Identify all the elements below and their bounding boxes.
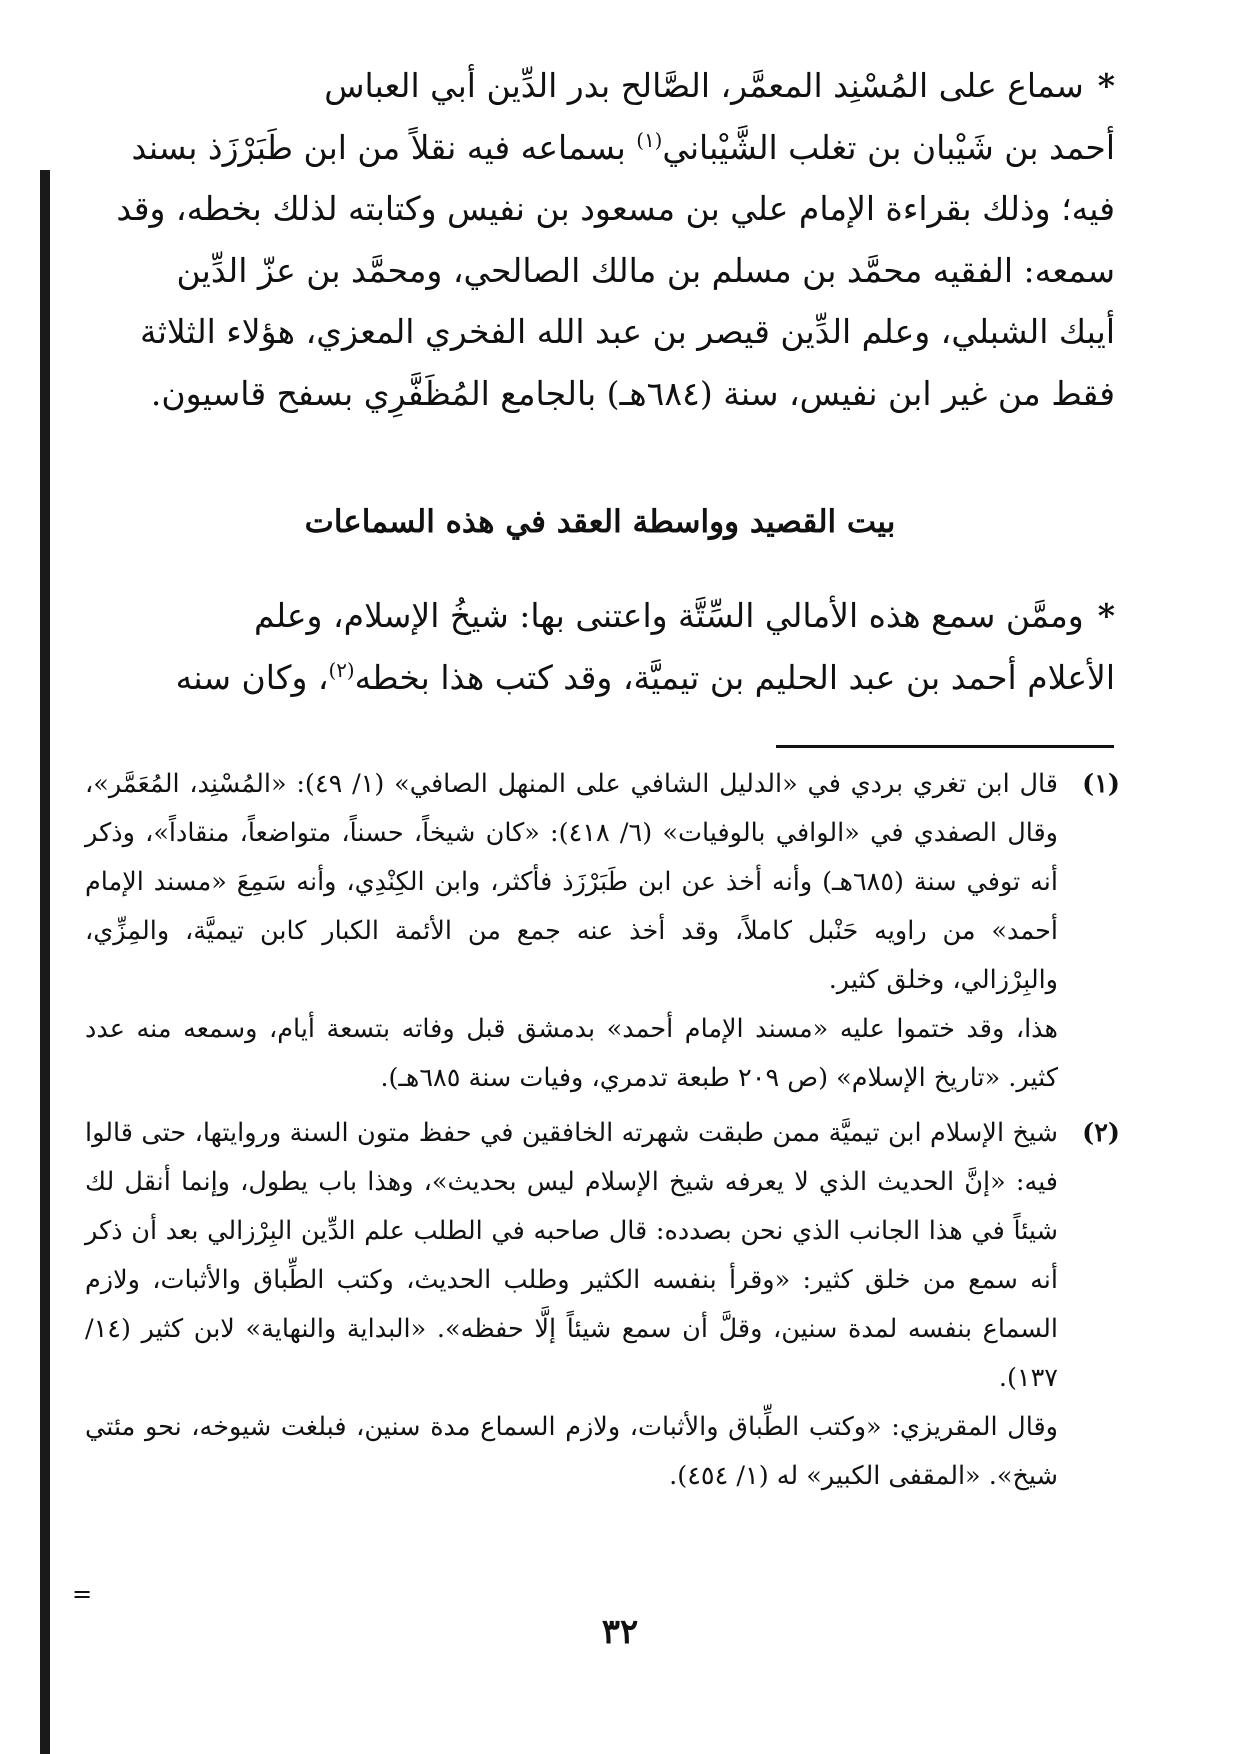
second-paragraph — [85, 585, 1115, 709]
main-paragraph — [85, 55, 1115, 424]
star-bullet: * — [1097, 596, 1115, 635]
section-heading: بيت القصيد وواسطة العقد في هذه السماعات — [304, 504, 896, 540]
footnote-2-text-continued: وقال المقريزي: «وكتب الطِّباق والأثبات، ولازم السماع مدة سنين، فبلغت شيوخه، نحو مئتي شيخ». «المقفى الكبير» له (١/ ٤٥٤). — [85, 1412, 1058, 1491]
para2-line-2: الأعلام أحمد بن عبد الحليم بن تيميَّة، وقد كتب هذا بخطه$^{(٢)}$، وكان سنه — [175, 658, 1115, 697]
main-line-3: فيه؛ وذلك بقراءة الإمام علي بن مسعود بن نفيس وكتابته لذلك بخطه، وقد — [116, 189, 1115, 228]
main-line-1: *سماع على المُسْنِد المعمَّر، الصَّالح بدر الدِّين أبي العباس — [324, 66, 1115, 105]
main-line-4: سمعه: الفقيه محمَّد بن مسلم بن مالك الصالحي، ومحمَّد بن عزّ الدِّين — [176, 250, 1115, 290]
para2-line-1: *وممَّن سمع هذه الأمالي السِّتَّة واعتنى بها: شيخُ الإسلام، وعلم — [253, 596, 1115, 635]
footnote-1-text: قال ابن تغري بردي في «الدليل الشافي على المنهل الصافي» (١/ ٤٩): «المُسْنِد، المُعَمَّر»، وقال الصفدي في «الوافي بالوفيات» (٦/ ٤١٨): «كان شيخاً، حسناً، متواضعاً، منقاداً»، وذكر أنه توفي سنة (٦٨٥هـ) وأنه أخذ عن ابن طَبَرْزَذ فأكثر، وابن الكِنْدِي، وأنه سَمِعَ «مسند الإمام أحمد» من راويه حَنْبل كاملاً، وقد أخذ عنه جمع من الأئمة الكبار كابن تيميَّة، والمِزِّي، والبِرْزالي، وخلق كثير. — [85, 769, 1058, 995]
footnote-1-text-continued: هذا، وقد ختموا عليه «مسند الإمام أحمد» بدمشق قبل وفاته بتسعة أيام، وسمعه منه عدد كثير. «تاريخ الإسلام» (ص ٢٠٩ طبعة تدمري، وفيات سنة ٦٨٥هـ). — [85, 1014, 1058, 1093]
footnote-ref-1[interactable]: (١) — [636, 128, 663, 152]
footnote-number: (١) — [1082, 769, 1120, 799]
page-number: ٣٢ — [601, 1612, 639, 1652]
footnotes — [85, 760, 1120, 1501]
footnote-number: (٢) — [1082, 1118, 1120, 1148]
footnote-2-text: شيخ الإسلام ابن تيميَّة ممن طبقت شهرته الخافقين في حفظ متون السنة وروايتها، حتى قالوا فيه: «إنَّ الحديث الذي لا يعرفه شيخ الإسلام ليس بحديث»، وهذا باب يطول، وإنما أنقل لك شيئاً في هذا الجانب الذي نحن بصدده: قال صاحبه في الطلب علم الدِّين البِرْزالي بعد أن ذكر أنه سمع من خلق كثير: «وقرأ بنفسه الكثير وطلب الحديث، وكتب الطِّباق والأثبات، ولازم السماع بنفسه لمدة سنين، وقلَّ أن سمع شيئاً إلَّا حفظه». «البداية والنهاية» لابن كثير (١٤/ ١٣٧). — [85, 1118, 1058, 1393]
footnote-ref-2[interactable]: (٢) — [328, 659, 355, 682]
star-bullet: * — [1097, 66, 1115, 105]
main-line-6: فقط من غير ابن نفيس، سنة (٦٨٤هـ) بالجامع المُظَفَّرِي بسفح قاسيون. — [150, 373, 1115, 413]
footnote-separator — [776, 745, 1114, 748]
main-line-5: أيبك الشبلي، وعلم الدِّين قيصر بن عبد الله الفخري المعزي، هؤلاء الثلاثة — [140, 312, 1115, 351]
main-line-2: أحمد بن شَيْبان بن تغلب الشَّيْباني$^{(١)}$ بسماعه فيه نقلاً من ابن طَبَرْزَذ بسند — [131, 127, 1115, 167]
continuation-mark: = — [72, 1580, 93, 1608]
page-edge-shadow — [40, 170, 50, 1754]
footnote-1 — [85, 760, 1120, 1103]
footnote-2 — [85, 1109, 1120, 1501]
